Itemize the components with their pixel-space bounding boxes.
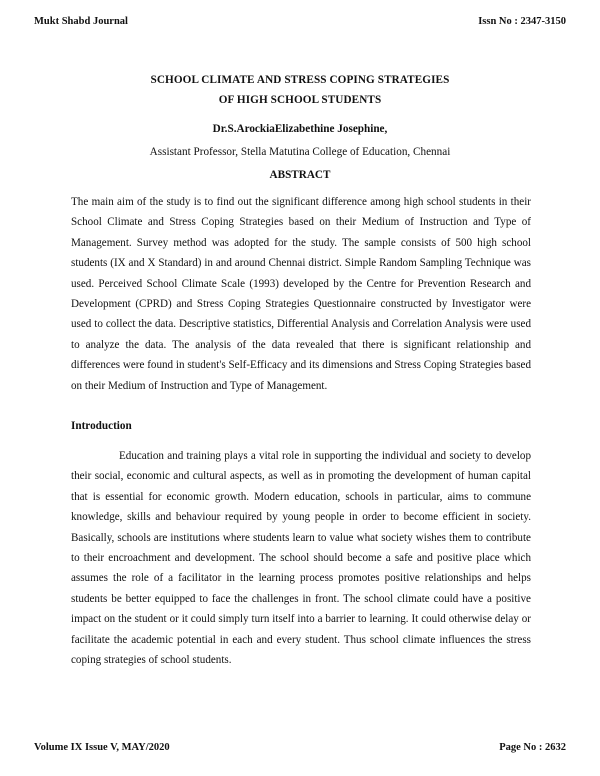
paper-title [0,70,600,110]
author-affiliation: Assistant Professor, Stella Matutina College of Education, Chennai [149,146,451,158]
volume-issue: Volume IX Issue V, MAY/2020 [34,742,170,753]
issn-number: Issn No : 2347-3150 [478,16,566,27]
running-footer [34,742,566,753]
abstract-text: The main aim of the study is to find out the significant difference among high school students in their School Climate and Stress Coping Strategies based on their Medium of Instruction and Type of Management. Survey method was adopted for the study. The sample consists of 500 high school students (IX and X Standard) in and around Chennai district. Simple Random Sampling Technique was used. Perceived School Climate Scale (1993) developed by the Centre for Prevention Research and Development (CPRD) and Stress Coping Strategies Questionnaire constructed by Investigator were used to collect the data. Descriptive statistics, Differential Analysis and Correlation Analysis were used to analyze the data. The analysis of the data revealed that there is significant relationship and differences were found in student's Self-Efficacy and its dimensions and Stress Coping Strategies based on their Medium of Instruction and Type of Management. [71,196,531,392]
page-number: Page No : 2632 [499,742,566,753]
abstract-heading: ABSTRACT [269,169,331,181]
title-line-1: SCHOOL CLIMATE AND STRESS COPING STRATEGIES [150,74,450,86]
running-header [34,16,566,27]
journal-name: Mukt Shabd Journal [34,16,128,27]
introduction-heading: Introduction [71,420,132,432]
introduction-text: Education and training plays a vital role in supporting the individual and society to develop their social, economic and cultural aspects, as well as in promoting the development of human capital that is essential for economic growth. Modern education, schools in particular, aims to commune knowledge, skills and behaviour required by young people in order to become efficient in society. Basically, schools are institutions where students learn to value what society wishes them to contribute to their encroachment and development. The school should become a safe and positive place which assumes the role of a facilitator in the learning process promotes positive relationships and helps students be better equipped to face the challenges in front. The school climate could have a positive impact on the student or it could simply turn itself into a barrier to learning. It could otherwise delay or facilitate the academic potential in each and every student. Thus school climate influences the stress coping strategies of school students. [71,450,531,667]
author-name: Dr.S.ArockiaElizabethine Josephine, [212,123,388,135]
title-line-2: OF HIGH SCHOOL STUDENTS [218,94,382,106]
